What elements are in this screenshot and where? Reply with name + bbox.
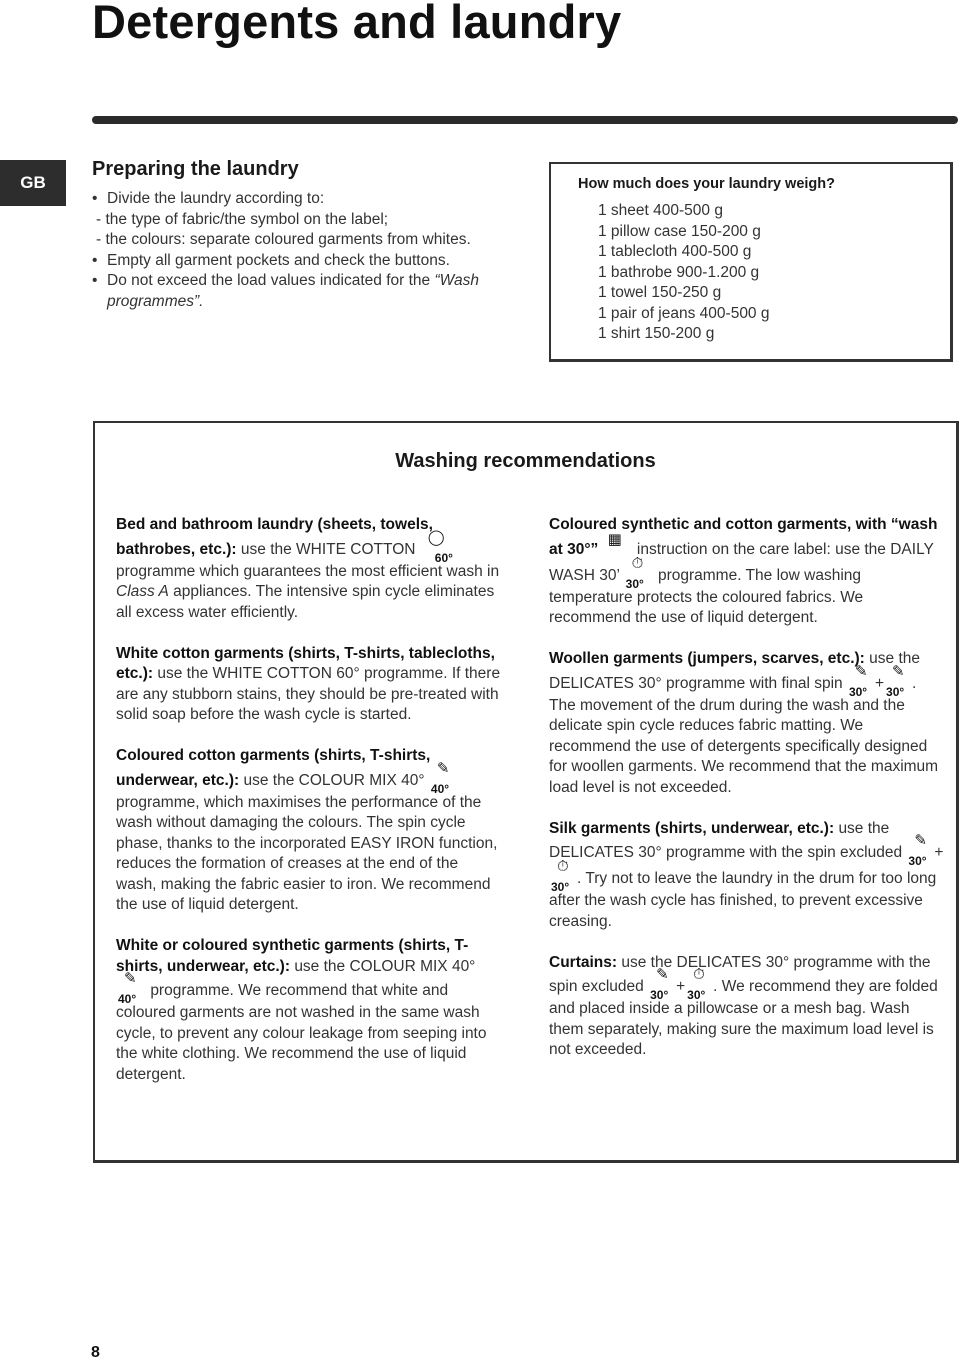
recommendation-coloured-cotton: Coloured cotton garments (shirts, T-shirts, underwear, etc.): use the COLOUR MIX 40° ✎ 40° programme, which maximises the performance of the wash without damaging the colours. The spin cycle phase, thanks to the incorporated EASY IRON function, reduces the formation of creases at the end of the wash, making the fabric easier to iron. We recommend the use of liquid detergent. [116, 747, 498, 913]
bullet-text: Divide the laundry according to: [107, 190, 325, 207]
recommendation-silk: Silk garments (shirts, underwear, etc.): use the DELICATES 30° programme with the spin excluded ✎ 30° + ⏱ 30° . Try not to leave the laundry in the drum for too long after the wash cycle has finished, to prevent excessive creasing. [549, 819, 944, 930]
recommendation-curtains: Curtains: use the DELICATES 30° programme with the spin excluded ✎ 30° + ⏱ 30° . We recommend they are folded and placed inside a pillowcase or a mesh bag. Wash them separately, making sure the maximum load level is not exceeded. [549, 953, 938, 1058]
list-item: 1 sheet 400-500 g [598, 202, 723, 219]
page-title: Detergents and laundry [92, 0, 622, 48]
recommendation-bed: Bed and bathroom laundry (sheets, towels, bathrobes, etc.): use the WHITE COTTON ◯ 60° programme which guarantees the most efficient wash in Class A appliances. The intensive spin cycle eliminates all excess water efficiently. [116, 516, 500, 621]
list-item: 1 pair of jeans 400-500 g [598, 304, 770, 322]
left-column [116, 515, 501, 1106]
recommendation-synthetic: White or coloured synthetic garments (shirts, T-shirts, underwear, etc.): use the COLOUR MIX 40° ✎ 40° programme. We recommend that white and coloured garments are not washed in the same wash cycle, to prevent any colour leakage from seeping into the white clothing. We recommend the use of liquid detergent. [116, 937, 487, 1083]
delicates-icon: ✎ 30° [908, 832, 927, 868]
washing-recommendations-box [93, 421, 959, 1163]
page-number: 8 [91, 1344, 100, 1361]
recommendation-coloured-synthetic: Coloured synthetic and cotton garments, with “wash at 30°” ▦ instruction on the care label: use the DAILY WASH 30’ ⏱ 30° programme. The low washing temperature protects the coloured fabrics. We recommend the use of liquid detergent. [549, 516, 938, 626]
recommendation-white-cotton: White cotton garments (shirts, T-shirts, tablecloths, etc.): use the WHITE COTTON 60° programme. If there are any stubborn stains, they should be pre-treated with solid soap before the wash cycle is started. [116, 644, 501, 723]
preparing-section [92, 158, 512, 312]
list-item: • Empty all garment pockets and check the buttons. [92, 251, 512, 272]
spin-excluded-icon: ⏱ 30° [551, 858, 570, 894]
delicates-spin-icon: ✎ 30° [886, 662, 905, 699]
spin-excluded-icon: ⏱ 30° [687, 966, 706, 1002]
list-item: 1 tablecloth 400-500 g [598, 243, 752, 260]
right-column [549, 515, 944, 1081]
weight-heading: How much does your laundry weigh? [578, 176, 835, 192]
list-item: - the type of fabric/the symbol on the label; [96, 210, 389, 228]
weight-list [598, 201, 950, 345]
daily-wash-icon: ⏱ 30° [625, 554, 644, 591]
bullet-text: Do not exceed the load values indicated for the [107, 272, 431, 289]
preparing-list [92, 189, 512, 312]
delicates-icon: ✎ 30° [848, 662, 868, 699]
colour-mix-icon: ✎ 40° [430, 759, 450, 796]
list-item [92, 189, 512, 210]
list-item: - the colours: separate coloured garments from whites. [96, 231, 471, 248]
list-item: 1 pillow case 150-200 g [598, 222, 761, 240]
title-divider [92, 116, 958, 124]
delicates-icon: ✎ 30° [650, 966, 669, 1002]
recommendation-woollen: Woollen garments (jumpers, scarves, etc.): use the DELICATES 30° programme with final spin ✎ 30° + ✎ 30° . The movement of the drum during the wash and the delicate spin cycle reduces fabric matting. We recommend the use of detergents specifically designed for woollen garments. We recommend that the maximum load level is not exceeded. [549, 650, 939, 796]
wash-30-icon: ▦ [607, 530, 622, 548]
list-item: 1 shirt 150-200 g [598, 325, 715, 342]
laundry-weight-box [549, 162, 953, 362]
language-tab: GB [0, 160, 66, 206]
shirt-icon: ◯ 60° [427, 528, 453, 565]
colour-mix-icon: ✎ 40° [118, 970, 137, 1006]
list-item [92, 271, 512, 312]
washing-heading: Washing recommendations [395, 450, 656, 472]
preparing-heading: Preparing the laundry [92, 158, 299, 180]
programme-reference: “Wash programmes”. [107, 272, 479, 310]
list-item: 1 towel 150-250 g [598, 284, 722, 301]
list-item: 1 bathrobe 900-1.200 g [598, 263, 760, 281]
